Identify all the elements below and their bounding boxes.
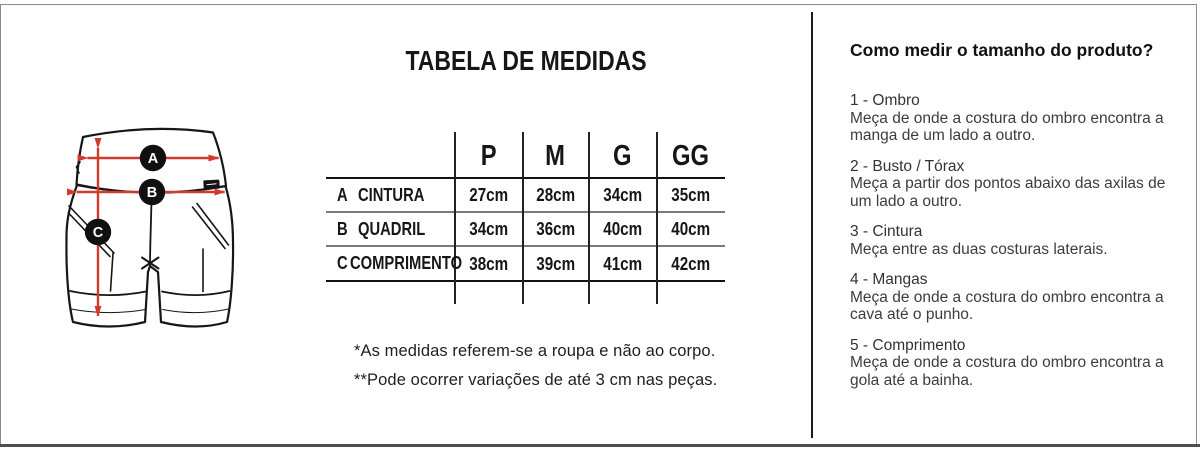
table-cell: 39cm	[536, 252, 575, 274]
table-rule	[326, 280, 725, 282]
table-row-quadril	[326, 213, 725, 245]
footnote-variation: **Pode ocorrer variações de até 3 cm nas peças.	[354, 371, 718, 389]
svg-text:C: C	[92, 225, 104, 242]
svg-text:B: B	[146, 185, 158, 202]
measuring-guide	[850, 40, 1185, 402]
guide-item-title: 2 - Busto / Tórax	[850, 157, 965, 175]
table-cell: 41cm	[603, 252, 642, 274]
table-row-comprimento	[326, 247, 725, 280]
guide-item-body: Meça de onde a costura do ombro encontra a cava até o punho.	[850, 288, 1164, 323]
guide-item-title: 5 - Comprimento	[850, 336, 966, 354]
guide-item-comprimento	[850, 337, 1185, 390]
column-header-GG: GG	[672, 139, 710, 172]
row-label: C COMPRIMENTO	[337, 253, 463, 273]
guide-item-mangas	[850, 271, 1185, 324]
table-header-row	[326, 135, 725, 177]
row-label: A CINTURA	[337, 184, 425, 205]
guide-item-body: Meça de onde a costura do ombro encontra a manga de um lado a outro.	[850, 109, 1164, 144]
shorts-diagram	[60, 115, 242, 343]
column-header-G: G	[613, 139, 632, 172]
brand-tag	[203, 180, 219, 190]
table-cell: 27cm	[469, 184, 508, 205]
bottom-border	[0, 444, 1200, 447]
column-header-M: M	[545, 139, 566, 172]
table-cell: 42cm	[671, 252, 711, 274]
vertical-divider	[811, 12, 813, 438]
table-cell: 38cm	[469, 252, 508, 274]
label-circle-C	[85, 219, 111, 245]
guide-item-body: Meça de onde a costura do ombro encontra a gola até a bainha.	[850, 354, 1164, 389]
guide-item-title: 1 - Ombro	[850, 92, 920, 109]
table-cell: 40cm	[671, 218, 711, 239]
size-table	[326, 135, 725, 302]
footnotes	[354, 342, 717, 400]
table-cell: 34cm	[469, 218, 508, 239]
guide-item-title: 4 - Mangas	[850, 271, 928, 288]
table-cell: 34cm	[603, 184, 642, 205]
footnote-garment: *As medidas referem-se a roupa e não ao corpo.	[354, 342, 716, 360]
table-row-cintura	[326, 179, 725, 211]
table-cell: 36cm	[536, 218, 575, 239]
row-label: B QUADRIL	[337, 218, 426, 239]
page-title: TABELA DE MEDIDAS	[404, 45, 647, 76]
guide-heading: Como medir o tamanho do produto?	[850, 40, 1154, 60]
guide-item-ombro	[850, 92, 1185, 145]
label-circle-B	[139, 179, 165, 205]
column-header-P: P	[480, 139, 497, 172]
guide-item-busto	[850, 158, 1185, 211]
guide-item-body: Meça entre as duas costuras laterais.	[850, 240, 1108, 258]
guide-item-cintura	[850, 223, 1185, 258]
table-cell: 28cm	[536, 184, 575, 205]
guide-item-title: 3 - Cintura	[850, 223, 923, 240]
svg-text:A: A	[147, 151, 159, 168]
table-cell: 35cm	[671, 184, 711, 205]
guide-item-body: Meça a partir dos pontos abaixo das axilas de um lado a outro.	[850, 175, 1166, 210]
table-cell: 40cm	[603, 218, 642, 239]
label-circle-A	[140, 145, 166, 171]
